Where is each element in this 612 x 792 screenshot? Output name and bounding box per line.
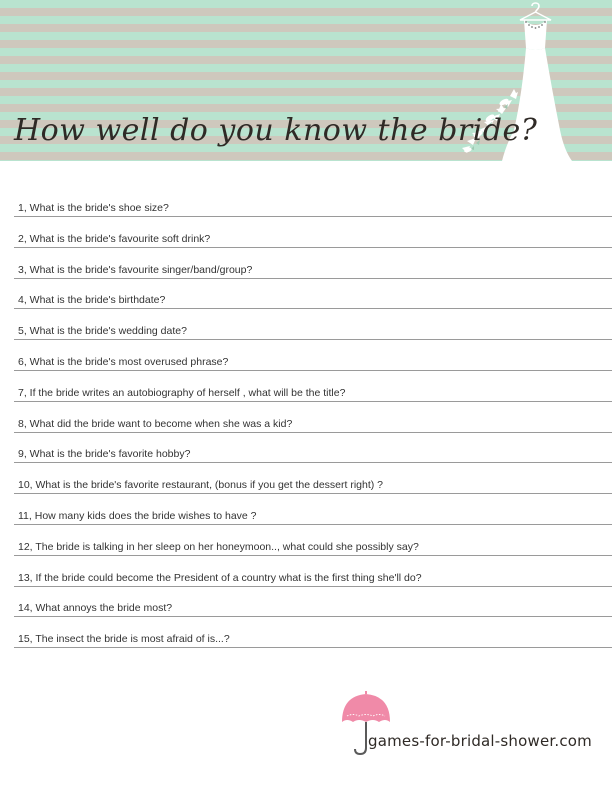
question-text: 3, What is the bride's favourite singer/band/group? [18, 263, 253, 276]
question-row[interactable] [14, 286, 612, 309]
question-text: 15, The insect the bride is most afraid of is...? [18, 633, 230, 646]
question-row[interactable] [14, 379, 612, 402]
question-text: 6, What is the bride's most overused phrase? [18, 356, 229, 368]
question-text: 11, How many kids does the bride wishes to have ? [18, 510, 257, 522]
question-row[interactable] [14, 533, 612, 556]
question-row[interactable] [14, 564, 612, 587]
question-row[interactable] [14, 440, 612, 463]
question-row[interactable] [14, 348, 612, 371]
site-logo [340, 690, 600, 760]
question-text: 4, What is the bride's birthdate? [18, 294, 166, 307]
question-row[interactable] [14, 410, 612, 433]
question-text: 8, What did the bride want to become when she was a kid? [18, 417, 293, 430]
question-row[interactable] [14, 256, 612, 279]
question-row[interactable] [14, 225, 612, 248]
question-row[interactable] [14, 471, 612, 494]
question-row[interactable] [14, 194, 612, 217]
logo-text: games-for-bridal-shower.com [368, 732, 592, 750]
question-text: 1, What is the bride's shoe size? [18, 202, 169, 214]
page-title: How well do you know the bride? [14, 113, 538, 148]
question-text: 5, What is the bride's wedding date? [18, 325, 187, 338]
question-text: 2, What is the bride's favourite soft drink? [18, 232, 211, 245]
question-text: 13, If the bride could become the President of a country what is the first thing she'll do? [18, 571, 422, 584]
question-text: 9, What is the bride's favorite hobby? [18, 448, 191, 461]
question-row[interactable] [14, 317, 612, 340]
question-row[interactable] [14, 625, 612, 648]
question-text: 7, If the bride writes an autobiography of herself , what will be the title? [18, 386, 346, 399]
question-text: 12, The bride is talking in her sleep on her honeymoon.., what could she possibly say? [18, 540, 419, 553]
question-row[interactable] [14, 502, 612, 525]
question-text: 10, What is the bride's favorite restaurant, (bonus if you get the dessert right) ? [18, 479, 384, 492]
question-row[interactable] [14, 594, 612, 617]
question-text: 14, What annoys the bride most? [18, 602, 173, 615]
